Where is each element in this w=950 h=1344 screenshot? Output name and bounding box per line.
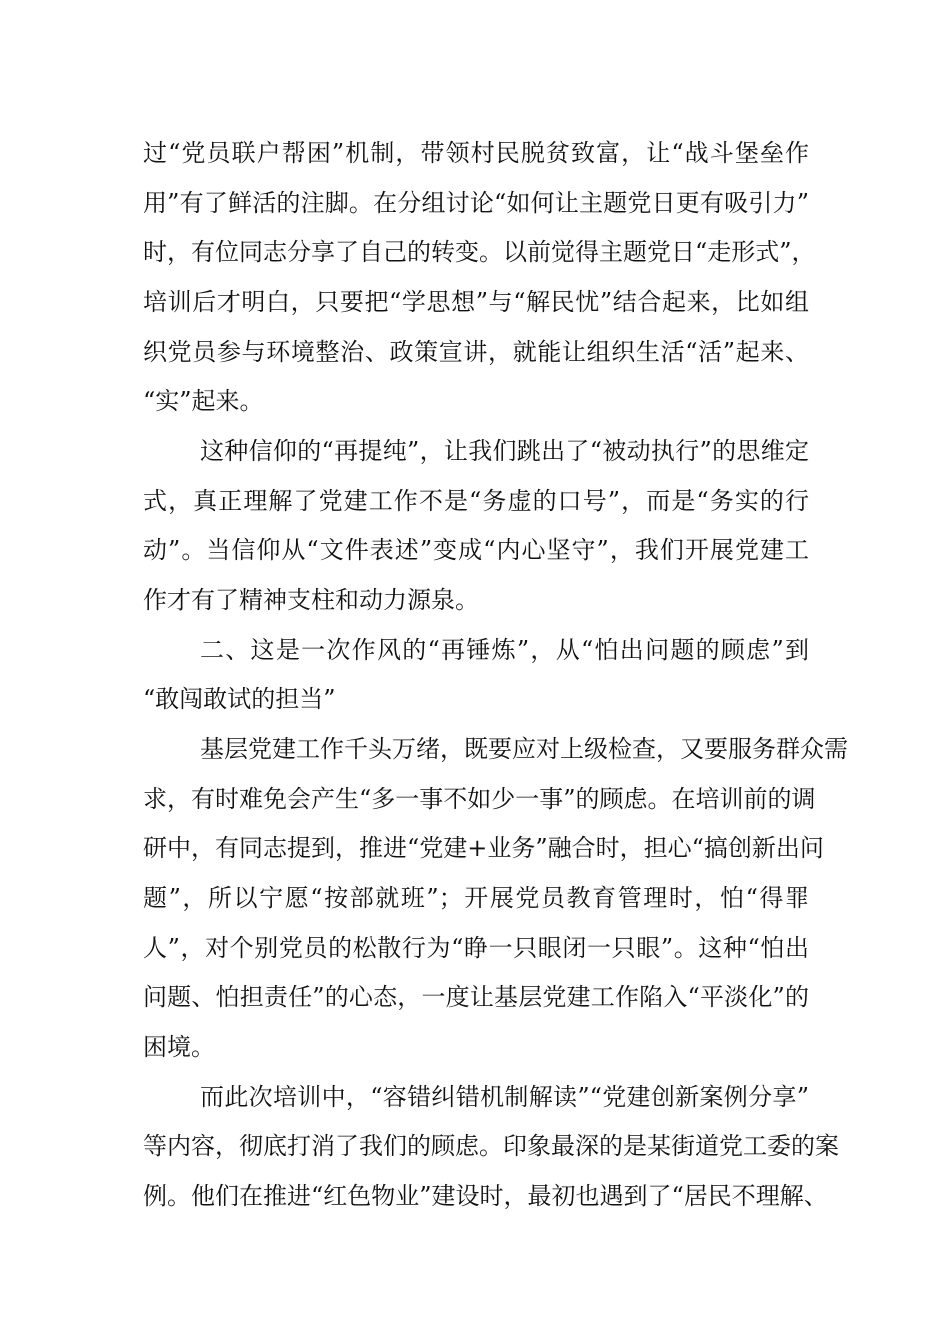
paragraph-line: 动”。当信仰从“文件表述”变成“内心坚守”，我们开展党建工 xyxy=(143,536,809,565)
paragraph-line: 等内容，彻底打消了我们的顾虑。印象最深的是某街道党工委的案 xyxy=(143,1132,839,1161)
paragraph-line: 这种信仰的“再提纯”，让我们跳出了“被动执行”的思维定 xyxy=(200,437,809,466)
paragraph-line: 人”，对个别党员的松散行为“睁一只眼闭一只眼”。这种“怕出 xyxy=(143,933,809,962)
paragraph-line: 求，有时难免会产生“多一事不如少一事”的顾虑。在培训前的调 xyxy=(143,784,816,813)
paragraph-line: 式，真正理解了党建工作不是“务虚的口号”，而是“务实的行 xyxy=(143,486,809,515)
paragraph-line: 作才有了精神支柱和动力源泉。 xyxy=(143,586,479,615)
paragraph-line: 织党员参与环境整治、政策宣讲，就能让组织生活“活”起来、 xyxy=(143,337,809,366)
section-heading-line: 二、这是一次作风的“再锤炼”，从“怕出问题的顾虑”到 xyxy=(200,635,809,664)
paragraph-line: 培训后才明白，只要把“学思想”与“解民忧”结合起来，比如组 xyxy=(143,288,809,316)
section-heading-line: “敢闯敢试的担当” xyxy=(143,685,336,714)
paragraph-line: “实”起来。 xyxy=(143,387,264,416)
paragraph-line: 基层党建工作千头万绪，既要应对上级检查，又要服务群众需 xyxy=(200,735,848,764)
paragraph-line: 用”有了鲜活的注脚。在分组讨论“如何让主题党日更有吸引力” xyxy=(143,188,809,217)
paragraph-line: 例。他们在推进“红色物业”建设时，最初也遇到了“居民不理解、 xyxy=(143,1182,828,1211)
paragraph-line: 题”，所以宁愿“按部就班”；开展党员教育管理时，怕“得罪 xyxy=(143,884,809,913)
paragraph-line: 研中，有同志提到，推进“党建+业务”融合时，担心“搞创新出问 xyxy=(143,834,824,863)
paragraph-line: 过“党员联户帮困”机制，带领村民脱贫致富，让“战斗堡垒作 xyxy=(143,139,809,167)
paragraph-line: 问题、怕担责任”的心态，一度让基层党建工作陷入“平淡化”的 xyxy=(143,983,809,1012)
paragraph-line: 时，有位同志分享了自己的转变。以前觉得主题党日“走形式”， xyxy=(143,238,816,267)
paragraph-line: 而此次培训中，“容错纠错机制解读”“党建创新案例分享” xyxy=(200,1082,809,1111)
paragraph-line: 困境。 xyxy=(143,1033,215,1062)
